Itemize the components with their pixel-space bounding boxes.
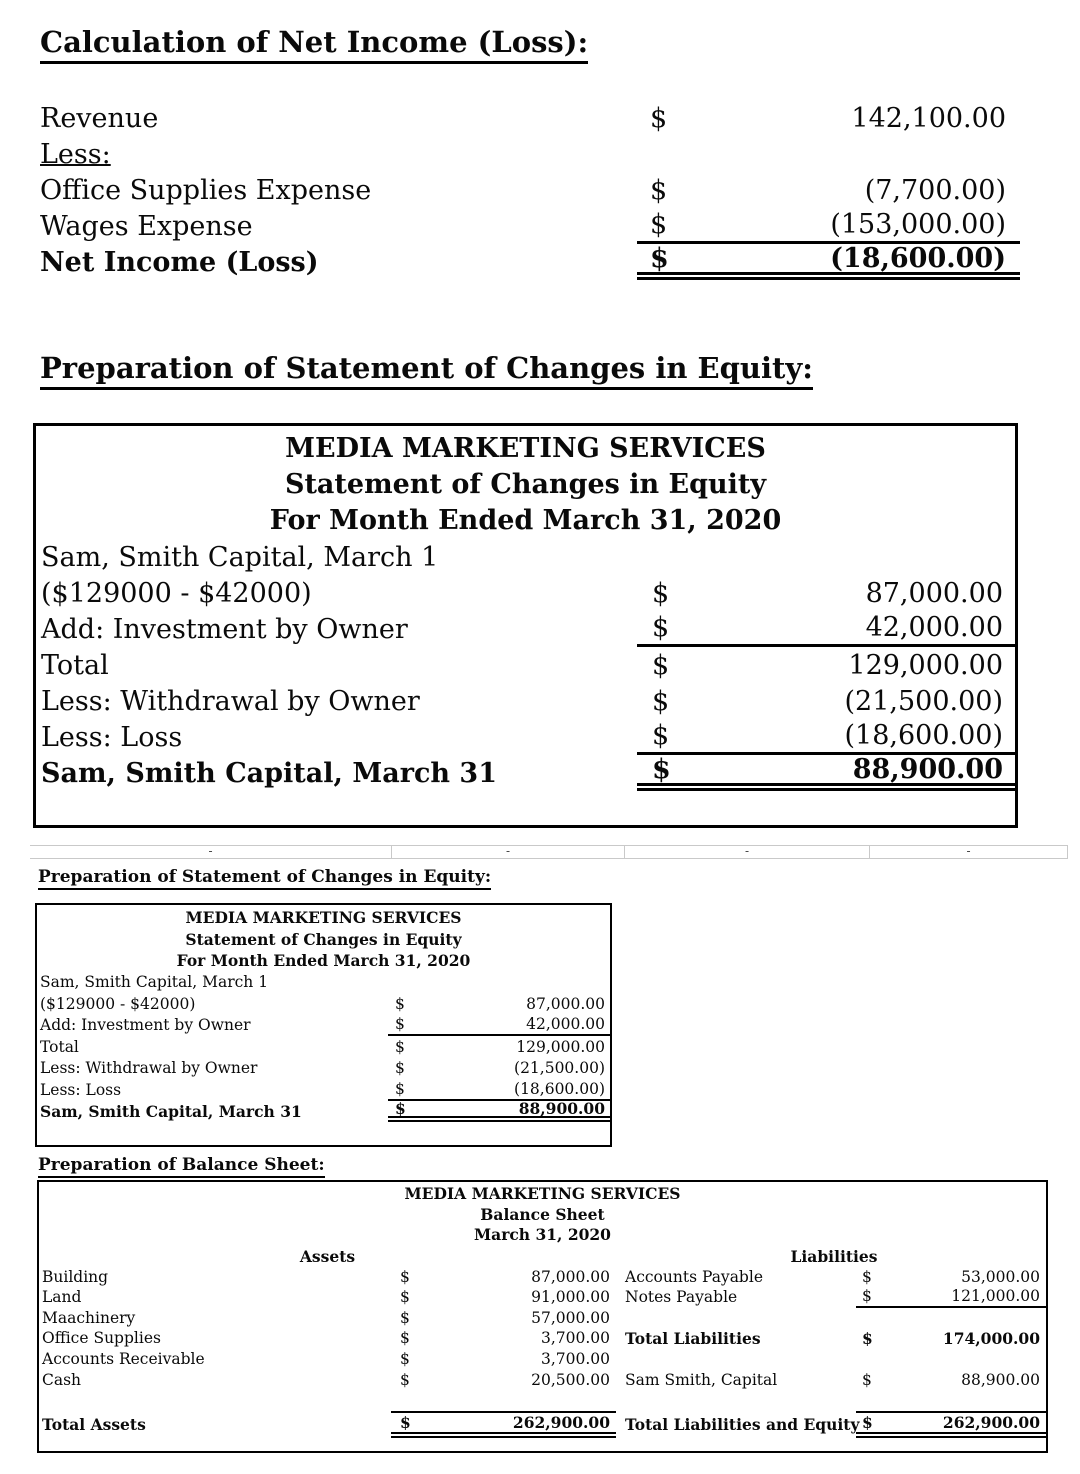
row-label: Sam, Smith Capital, March 1 [40, 973, 269, 992]
equity-statement-table-large [33, 423, 1018, 828]
statement-period: For Month Ended March 31, 2020 [176, 951, 471, 970]
amount-value: 129,000.00 [516, 1037, 605, 1056]
liability-money-cell [856, 1287, 1046, 1308]
money-cell [637, 611, 1015, 647]
currency-symbol: $ [400, 1370, 410, 1389]
row-label: Less: [40, 138, 111, 170]
balance-sheet-row-machinery [39, 1308, 1046, 1329]
currency-symbol: $ [652, 649, 670, 681]
currency-symbol: $ [400, 1412, 411, 1432]
currency-symbol: $ [652, 720, 670, 751]
currency-symbol: $ [652, 612, 670, 643]
asset-label: Accounts Receivable [42, 1350, 205, 1369]
amount-value: (18,600.00) [514, 1079, 605, 1098]
assets-header: Assets [299, 1246, 356, 1266]
row-label: ($129000 - $42000) [40, 994, 196, 1013]
statement-title: Balance Sheet [480, 1204, 605, 1224]
equity-row-withdrawal [36, 683, 1015, 719]
net-income-heading [40, 26, 588, 64]
money-cell [637, 244, 1020, 280]
amount-value: (18,600.00) [830, 242, 1006, 274]
balance-sheet-row-accounts-receivable [39, 1349, 1046, 1370]
equity-row-withdrawal [37, 1058, 610, 1080]
equity-heading-large [40, 352, 813, 390]
money-cell [637, 136, 1020, 172]
amount-value: 88,900.00 [518, 1098, 605, 1118]
company-name: MEDIA MARKETING SERVICES [404, 1184, 681, 1203]
amount-value: 53,000.00 [961, 1267, 1040, 1286]
amount-value: 57,000.00 [531, 1308, 610, 1327]
row-label: Less: Loss [41, 721, 183, 753]
row-label: Sam, Smith Capital, March 31 [41, 757, 497, 789]
liability-label: Sam Smith, Capital [625, 1370, 778, 1389]
money-cell [637, 575, 1015, 611]
asset-label: Building [42, 1267, 109, 1286]
equity-heading-small-text: Preparation of Statement of Changes in Equity: [38, 867, 491, 890]
currency-symbol: $ [650, 242, 669, 274]
currency-symbol: $ [652, 685, 670, 717]
currency-symbol: $ [395, 1037, 405, 1056]
statement-period: For Month Ended March 31, 2020 [269, 505, 782, 536]
amount-value: 262,900.00 [512, 1412, 610, 1432]
balance-sheet-row-land [39, 1287, 1046, 1308]
money-cell [388, 1079, 610, 1101]
liability-label: Notes Payable [625, 1288, 738, 1307]
balance-sheet-blank-row [39, 1390, 1046, 1411]
asset-money-cell [391, 1349, 616, 1370]
currency-symbol: $ [652, 753, 671, 785]
currency-symbol: $ [650, 174, 668, 206]
amount-value: 129,000.00 [848, 649, 1003, 681]
row-label: Add: Investment by Owner [41, 613, 408, 645]
amount-value: 142,100.00 [851, 102, 1006, 134]
currency-symbol: $ [652, 577, 670, 609]
net-income-row-revenue [40, 100, 1020, 136]
equity-row-loss [36, 719, 1015, 755]
grid-cell: - [30, 846, 392, 858]
asset-money-cell [391, 1266, 616, 1287]
amount-value: (18,600.00) [844, 720, 1003, 751]
currency-symbol: $ [650, 209, 668, 240]
statement-period: March 31, 2020 [474, 1225, 611, 1245]
amount-value: 174,000.00 [942, 1328, 1040, 1348]
money-cell [388, 1098, 610, 1123]
row-label: Less: Withdrawal by Owner [40, 1059, 258, 1078]
money-cell [388, 1036, 610, 1058]
amount-value: 42,000.00 [865, 612, 1003, 643]
currency-symbol: $ [862, 1287, 872, 1306]
row-label: Sam, Smith Capital, March 31 [40, 1101, 302, 1121]
currency-symbol: $ [862, 1412, 873, 1432]
row-label: Total [41, 649, 109, 681]
asset-label: Maachinery [42, 1308, 136, 1327]
equity-row-loss [37, 1079, 610, 1101]
net-income-row-wages [40, 208, 1020, 244]
liability-money-cell [856, 1411, 1046, 1438]
net-income-heading-text: Calculation of Net Income (Loss): [40, 26, 588, 64]
balance-sheet-column-headers [39, 1246, 1046, 1267]
currency-symbol: $ [400, 1329, 410, 1348]
amount-value: 88,900.00 [961, 1370, 1040, 1389]
asset-money-cell [391, 1308, 616, 1329]
money-cell [637, 755, 1015, 791]
equity-row-total [36, 647, 1015, 683]
balance-sheet-heading [38, 1155, 325, 1178]
currency-symbol: $ [862, 1370, 872, 1389]
grid-cell: - [392, 846, 625, 858]
equity-row-capital-march31 [36, 755, 1015, 791]
grid-cell: - [870, 846, 1068, 858]
asset-money-cell [391, 1411, 616, 1438]
balance-sheet-row-cash [39, 1369, 1046, 1390]
row-label: Net Income (Loss) [40, 246, 319, 278]
liability-money-cell [856, 1308, 1046, 1329]
spreadsheet-grid-strip [30, 845, 1068, 859]
money-cell [637, 683, 1015, 719]
money-cell [637, 539, 1015, 575]
liability-money-cell [856, 1349, 1046, 1370]
currency-symbol: $ [395, 1015, 405, 1034]
amount-value: 20,500.00 [531, 1370, 610, 1389]
balance-sheet-row-building [39, 1266, 1046, 1287]
currency-symbol: $ [400, 1308, 410, 1327]
row-label: Sam, Smith Capital, March 1 [41, 541, 439, 573]
asset-money-cell [391, 1369, 616, 1390]
amount-value: 3,700.00 [540, 1350, 610, 1369]
equity-row-capital-march1 [37, 972, 610, 994]
grid-cell: - [625, 846, 870, 858]
money-cell [637, 172, 1020, 208]
company-name: MEDIA MARKETING SERVICES [185, 908, 462, 927]
equity-row-investment [36, 611, 1015, 647]
balance-sheet-heading-text: Preparation of Balance Sheet: [38, 1155, 325, 1178]
asset-label: Land [42, 1288, 82, 1307]
asset-label: Total Assets [42, 1414, 146, 1434]
row-label: Wages Expense [40, 210, 253, 242]
balance-sheet-table [37, 1180, 1048, 1453]
equity-statement-table-small [35, 903, 612, 1147]
amount-value: 42,000.00 [526, 1015, 605, 1034]
equity-row-total [37, 1036, 610, 1058]
asset-money-cell [391, 1287, 616, 1308]
amount-value: (21,500.00) [844, 685, 1003, 717]
asset-money-cell [391, 1328, 616, 1349]
balance-sheet-row-office-supplies [39, 1328, 1046, 1349]
currency-symbol: $ [395, 1098, 406, 1118]
liability-label: Accounts Payable [625, 1267, 763, 1286]
money-cell [388, 972, 610, 994]
amount-value: 87,000.00 [526, 994, 605, 1013]
money-cell [388, 993, 610, 1015]
amount-value: (153,000.00) [830, 209, 1006, 240]
equity-row-opening [37, 993, 610, 1015]
amount-value: 91,000.00 [531, 1288, 610, 1307]
row-label: Revenue [40, 102, 159, 134]
asset-label: Office Supplies [42, 1329, 161, 1348]
balance-sheet-row-totals [39, 1411, 1046, 1433]
amount-value: 87,000.00 [531, 1267, 610, 1286]
liabilities-header: Liabilities [790, 1246, 878, 1266]
row-label: Add: Investment by Owner [40, 1016, 251, 1035]
statement-title: Statement of Changes in Equity [284, 469, 767, 500]
amount-value: (7,700.00) [864, 174, 1006, 206]
equity-heading-small [38, 867, 491, 890]
amount-value: 87,000.00 [865, 577, 1003, 609]
liability-money-cell [856, 1369, 1046, 1390]
money-cell [637, 100, 1020, 136]
net-income-row-total [40, 244, 1020, 280]
currency-symbol: $ [650, 102, 668, 134]
asset-label: Cash [42, 1370, 82, 1389]
row-label: Total [40, 1037, 79, 1056]
money-cell [388, 1015, 610, 1037]
equity-heading-large-text: Preparation of Statement of Changes in Equity: [40, 352, 813, 390]
net-income-row-less [40, 136, 1020, 172]
currency-symbol: $ [400, 1350, 410, 1369]
currency-symbol: $ [395, 1059, 405, 1078]
amount-value: 3,700.00 [540, 1329, 610, 1348]
row-label: Office Supplies Expense [40, 174, 372, 206]
liability-money-cell [856, 1328, 1046, 1349]
money-cell [388, 1058, 610, 1080]
row-label: ($129000 - $42000) [41, 577, 312, 609]
currency-symbol: $ [862, 1328, 873, 1348]
company-name: MEDIA MARKETING SERVICES [285, 433, 766, 464]
money-cell [637, 208, 1020, 244]
equity-row-capital-march1 [36, 539, 1015, 575]
amount-value: 88,900.00 [852, 753, 1003, 785]
currency-symbol: $ [395, 994, 405, 1013]
liability-label: Total Liabilities [625, 1328, 761, 1348]
currency-symbol: $ [862, 1267, 872, 1286]
amount-value: 262,900.00 [942, 1412, 1040, 1432]
statement-title: Statement of Changes in Equity [185, 929, 462, 949]
liability-money-cell [856, 1266, 1046, 1287]
equity-row-investment [37, 1015, 610, 1037]
liability-label: Total Liabilities and Equity [625, 1414, 860, 1434]
currency-symbol: $ [400, 1288, 410, 1307]
equity-row-opening [36, 575, 1015, 611]
equity-row-capital-march31 [37, 1098, 610, 1123]
net-income-table [40, 100, 1020, 280]
money-cell [637, 647, 1015, 683]
amount-value: 121,000.00 [951, 1287, 1040, 1306]
money-cell [637, 719, 1015, 755]
row-label: Less: Withdrawal by Owner [41, 685, 420, 717]
amount-value: (21,500.00) [514, 1059, 605, 1078]
row-label: Less: Loss [40, 1080, 122, 1099]
currency-symbol: $ [400, 1267, 410, 1286]
currency-symbol: $ [395, 1079, 405, 1098]
net-income-row-office-supplies [40, 172, 1020, 208]
